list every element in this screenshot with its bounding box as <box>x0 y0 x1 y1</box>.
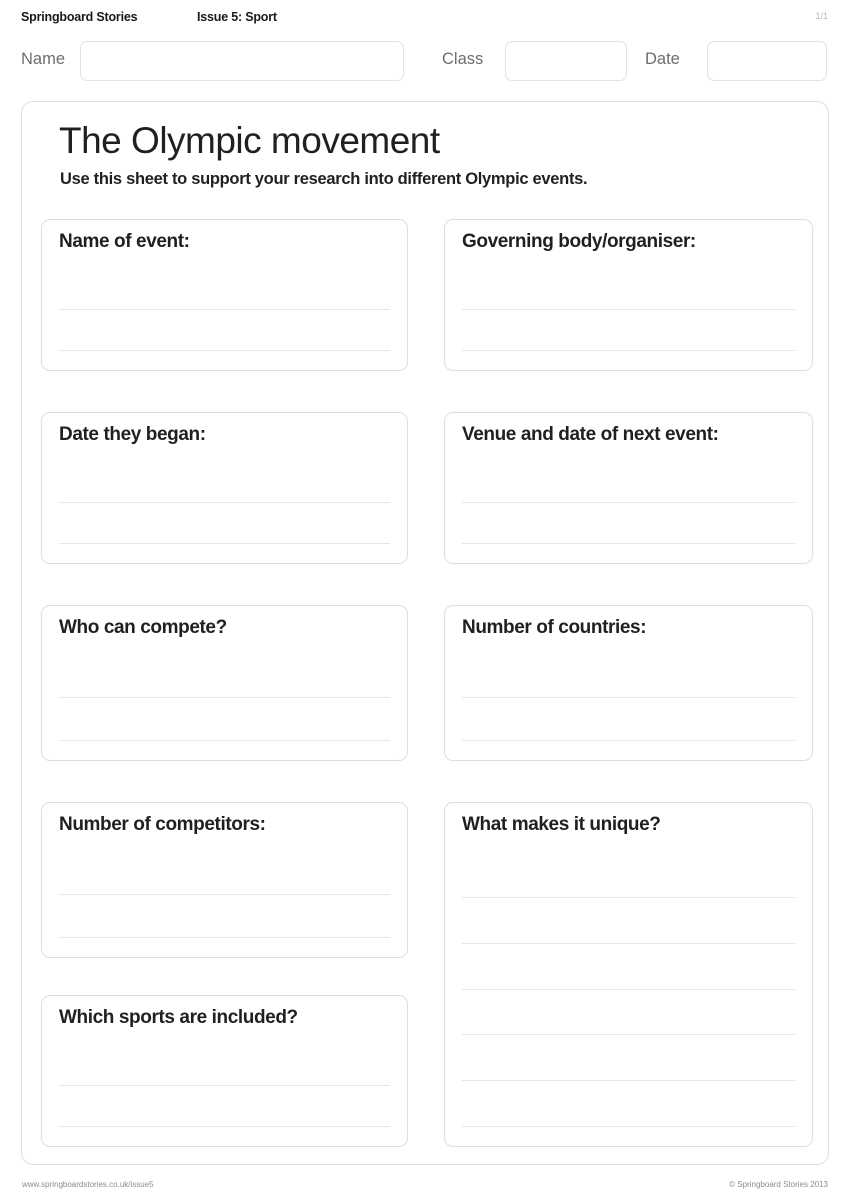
brand-title: Springboard Stories <box>21 10 138 24</box>
writing-rule <box>462 543 795 544</box>
question-label: Number of competitors: <box>59 814 266 835</box>
writing-rule <box>59 697 390 698</box>
name-input[interactable] <box>80 41 404 81</box>
writing-rule <box>59 740 390 741</box>
question-label: Venue and date of next event: <box>462 424 719 445</box>
writing-rule <box>462 697 795 698</box>
name-label: Name <box>21 50 66 68</box>
question-box[interactable] <box>444 412 813 564</box>
date-input[interactable] <box>707 41 827 81</box>
date-label: Date <box>645 50 680 68</box>
writing-rule <box>462 1080 795 1081</box>
question-label: Number of countries: <box>462 617 647 638</box>
footer-url[interactable]: www.springboardstories.co.uk/issue5 <box>22 1180 154 1189</box>
writing-rule <box>59 937 390 938</box>
writing-rule <box>59 894 390 895</box>
writing-rule <box>462 989 795 990</box>
class-label: Class <box>442 50 484 68</box>
question-label: Governing body/organiser: <box>462 231 696 252</box>
question-box[interactable] <box>444 802 813 1147</box>
page-subtitle: Use this sheet to support your research into different Olympic events. <box>60 170 588 188</box>
writing-rule <box>462 897 795 898</box>
question-box[interactable] <box>41 995 408 1147</box>
question-box[interactable] <box>41 412 408 564</box>
pupil-details-row <box>0 36 850 88</box>
writing-rule <box>59 543 390 544</box>
writing-rule <box>462 740 795 741</box>
worksheet-card <box>21 101 829 1165</box>
question-box[interactable] <box>444 605 813 761</box>
document-header <box>0 0 850 34</box>
question-box[interactable] <box>41 605 408 761</box>
question-label: Which sports are included? <box>59 1007 298 1028</box>
question-box[interactable] <box>444 219 813 371</box>
writing-rule <box>59 309 390 310</box>
writing-rule <box>462 502 795 503</box>
writing-rule <box>462 309 795 310</box>
footer-copyright: © Springboard Stories 2013 <box>729 1180 828 1189</box>
writing-rule <box>462 943 795 944</box>
page-title: The Olympic movement <box>59 120 440 161</box>
writing-rule <box>59 350 390 351</box>
writing-rule <box>59 1126 390 1127</box>
question-label: Name of event: <box>59 231 190 252</box>
question-label: Who can compete? <box>59 617 227 638</box>
issue-title: Issue 5: Sport <box>197 10 277 24</box>
writing-rule <box>59 502 390 503</box>
writing-rule <box>59 1085 390 1086</box>
writing-rule <box>462 350 795 351</box>
question-box[interactable] <box>41 219 408 371</box>
question-label: Date they began: <box>59 424 206 445</box>
writing-rule <box>462 1126 795 1127</box>
question-box[interactable] <box>41 802 408 958</box>
class-input[interactable] <box>505 41 627 81</box>
writing-rule <box>462 1034 795 1035</box>
page-number: 1/1 <box>815 11 828 21</box>
question-label: What makes it unique? <box>462 814 661 835</box>
